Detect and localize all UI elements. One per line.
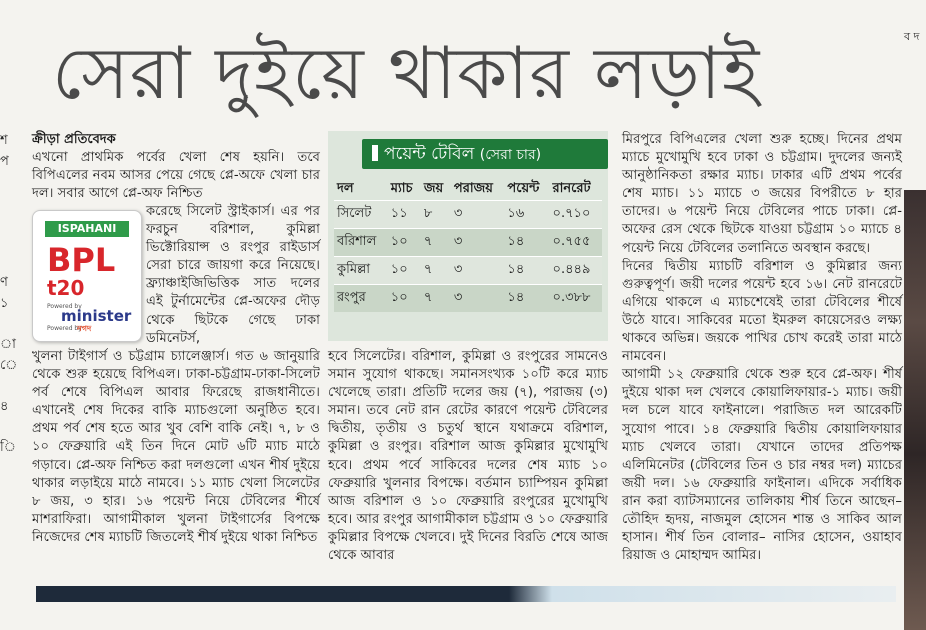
paragraph: মিরপুরে বিপিএলের খেলা শুরু হচ্ছে। দিনের প্রথম ম্যাচে মুখোমুখি হবে ঢাকা ও চট্টগ্রাম। দুদলের জন্যই আনুষ্ঠানিকতা রক্ষার ম্যাচ। ঢাকার এটি প্রথম পর্বের শেষ ম্যাচ। ১১ ম্যাচে ৩ জয়ের বিপরীতে ৮ হার তাদের। ৬ পয়েন্ট নিয়ে টেবিলের পাচে ঢাকা। প্লে-অফের রেস থেকে ছিটকে যাওয়া চট্টগ্রাম ১০ ম্যাচে ৪ পয়েন্ট নিয়ে টেবিলের তলানিতে অবস্থান করছে।	[622, 132, 902, 256]
article-column-3	[622, 131, 902, 581]
nagad-wordmark: নগদ	[77, 324, 92, 333]
paragraph: আগামী ১২ ফেব্রুয়ারি থেকে শুরু হবে প্লে-অফ। শীর্ষ দুইয়ে থাকা দল খেলবে কোয়ালিফায়ার-১ ম্যাচ। জয়ী দল চলে যাবে ফাইনালে। পরাজিত দল আরেকটি সুযোগ পাবে। ১৪ ফেব্রুয়ারি দ্বিতীয় কোয়ালিফায়ার ম্যাচ খেলবে তারা। যেখানে তাদের প্রতিপক্ষ এলিমিনেটর (টেবিলের তিন ও চার নম্বর দল) ম্যাচের জয়ী দল। ১৬ ফেব্রুয়ারি ফাইনাল। এদিকে সর্বাধিক রান করা ব্যাটসম্যানের তালিকায় শীর্ষ তিনে আছেন– তৌহিদ হৃদয়, নাজমুল হোসেন শান্ত ও সাকিব আল হাসান। শীর্ষ তিন বোলার– নাসির হোসেন, ওয়াহাব রিয়াজ ও মোহাম্মদ আমির।	[622, 367, 902, 564]
table-row: সিলেট ১১ ৮ ৩ ১৬ ০.৭১০	[334, 201, 602, 229]
column-header: ম্যাচ	[390, 180, 413, 196]
table-row: বরিশাল ১০ ৭ ৩ ১৪ ০.৭৫৫	[334, 229, 602, 257]
byline: ক্রীড়া প্রতিবেদক	[32, 132, 116, 147]
paragraph: হবে সিলেটের। বরিশাল, কুমিল্লা ও রংপুরের সামনেও সমান সুযোগ থাকছে। সমানসংখ্যক ১০টি করে ম্যাচ খেলেছে তারা। প্রতিটি দলের জয় (৭), পরাজয় (৩) সমান। তবে নেট রান রেটের কারণে পয়েন্ট টেবিলের দ্বিতীয়, তৃতীয় ও চতুর্থ স্থানে যথাক্রমে বরিশাল, কুমিল্লা ও রংপুর। বরিশাল আজ কুমিল্লার মুখোমুখি হবে। প্রথম পর্বে সাকিবের দলের শেষ ম্যাচ ১০ ফেব্রুয়ারি খুলনার বিপক্ষে। বর্তমান চ্যাম্পিয়ন কুমিল্লা আজ বরিশাল ও ১০ ফেব্রুয়ারি রংপুরের মুখোমুখি হবে। আর রংপুর আগামীকাল চট্টগ্রাম ও ১০ ফেব্রুয়ারি কুমিল্লার বিপক্ষে খেলবে। দুই দিনের বিরতি শেষে আজ থেকে আবার	[328, 349, 608, 564]
bottom-photo-strip	[36, 586, 896, 602]
article-column-1-wrap	[146, 203, 320, 347]
article-column-2	[328, 348, 608, 580]
bpl-wordmark: BPL	[47, 241, 116, 279]
paragraph: এখনো প্রাথমিক পর্বের খেলা শেষ হয়নি। তবে বিপিএলের নবম আসর পেয়ে গেছে প্লে-অফে খেলা চার দল। সবার আগে প্লে-অফ নিশ্চিত	[32, 150, 320, 202]
minister-wordmark: minister	[61, 307, 132, 325]
points-table	[334, 178, 602, 312]
table-row: রংপুর ১০ ৭ ৩ ১৪ ০.৩৮৮	[334, 285, 602, 313]
headline: সেরা দুইয়ে থাকার লড়াই	[52, 31, 761, 115]
table-row: কুমিল্লা ১০ ৭ ৩ ১৪ ০.৪৪৯	[334, 257, 602, 285]
t20-wordmark: t20	[47, 276, 85, 300]
paragraph: খুলনা টাইগার্স ও চট্টগ্রাম চ্যালেঞ্জার্স। গত ৬ জানুয়ারি থেকে শুরু হয়েছে বিপিএল। ঢাকা-চট্টগ্রাম-ঢাকা-সিলেট পর্ব শেষে বিপিএল আবার ফিরেছে রাজধানীতে। এখানেই শেষ দিকের বাকি ম্যাচগুলো অনুষ্ঠিত হবে। প্রথম পর্ব শেষ হতে আর খুব বেশি বাকি নেই। ৭, ৮ ও ১০ ফেব্রুয়ারি এই তিন দিনে মোট ৬টি ম্যাচ মাঠে গড়াবে। প্লে-অফ নিশ্চিত করা দলগুলো এখন শীর্ষ দুইয়ে থাকার লড়াইয়ে মাঠে নামবে। ১১ ম্যাচ খেলা সিলেটের ৮ জয়, ৩ হার। ১৬ পয়েন্ট নিয়ে টেবিলের শীর্ষে মাশরাফিরা। আগামীকাল খুলনা টাইগার্সের বিপক্ষে নিজেদের শেষ ম্যাচটি জিতলেই শীর্ষ দুইয়ে থাকা নিশ্চিত	[32, 349, 320, 545]
column-header: দল	[337, 180, 354, 196]
powered-by-label: Powered by	[47, 303, 82, 310]
table-header-row	[334, 178, 602, 201]
paragraph: দিনের দ্বিতীয় ম্যাচটি বরিশাল ও কুমিল্লার জন্য গুরুত্বপূর্ণ। জয়ী দলের পয়েন্ট হবে ১৬। নেট রানরেটে এগিয়ে থাকলে এ ম্যাচশেষেই তারা টেবিলের শীর্ষে উঠে যাবে। সাকিবের মতো ইমরুল কায়েসেরও লক্ষ্য থাকবে অভিন্ন। জয়কে পাখির চোখ করেই তারা মাঠে নামবেন।	[622, 258, 902, 365]
column-header: জয়	[423, 180, 444, 196]
article-column-1-lower	[32, 348, 320, 580]
bullet-icon	[372, 145, 378, 161]
paragraph: করেছে সিলেট স্ট্রাইকার্স। এর পর ফরচুন বরিশাল, কুমিল্লা ভিক্টোরিয়ান্স ও রংপুর রাইডার্স সেরা চারে জায়গা করে নিয়েছে। ফ্র্যাঞ্চাইজিভিত্তিক সাত দলের এই টুর্নামেন্টের প্লে-অফের দৌড় থেকে ছিটকে গেছে ঢাকা ডমিনেটর্স,	[146, 204, 320, 346]
bpl-logo	[32, 210, 142, 342]
adjacent-column-fragment: শ প ণ ১ া ে ৪ ি	[0, 133, 18, 455]
column-header: পয়েন্ট	[507, 180, 540, 196]
column-header: পরাজয়	[453, 180, 493, 196]
adjacent-column-fragment-right: ব দ	[904, 30, 926, 590]
adjacent-photo	[904, 190, 926, 630]
sponsor-label: ISPAHANI	[45, 221, 129, 237]
points-table-title: পয়েন্ট টেবিল (সেরা চার)	[362, 139, 608, 169]
column-header: রানরেট	[552, 180, 591, 196]
powered-by-label-2: Powered by	[47, 325, 82, 332]
